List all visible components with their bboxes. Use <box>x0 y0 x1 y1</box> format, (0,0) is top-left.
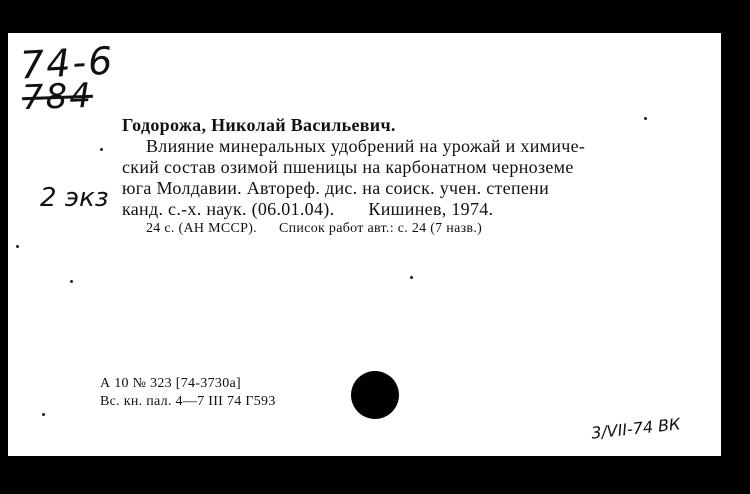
shelf-mark-bottom: 784 <box>21 75 94 119</box>
degree-code: канд. с.-х. наук. (06.01.04). <box>122 199 335 219</box>
date-note: 3/VII-74 ВК <box>590 414 682 443</box>
pages-count: 24 с. (АН МССР). <box>146 221 257 236</box>
description-line-4 <box>122 199 493 220</box>
copies-note: 2 экз <box>40 183 109 213</box>
chamber-reference-line: Вс. кн. пал. 4—7 III 74 Г593 <box>100 394 276 409</box>
pages-line <box>146 221 482 237</box>
speck <box>644 117 647 120</box>
punch-hole <box>351 371 399 419</box>
speck <box>42 413 45 416</box>
description-line-3: юга Молдавии. Автореф. дис. на соиск. учен. степени <box>122 178 550 198</box>
city-year: Кишинев, 1974. <box>368 199 494 219</box>
works-list: Список работ авт.: с. 24 (7 назв.) <box>278 221 483 236</box>
catalog-card <box>8 33 721 456</box>
speck <box>410 276 413 279</box>
description-line-2: ский состав озимой пшеницы на карбонатном черноземе <box>122 157 574 177</box>
speck <box>16 245 19 248</box>
author-name: Годорожа, Николай Васильевич. <box>122 115 396 135</box>
speck <box>70 280 73 283</box>
description-line-1: Влияние минеральных удобрений на урожай и химиче- <box>146 136 586 156</box>
shelf-mark-top: 74-6 <box>18 38 116 88</box>
catalog-number-line: А 10 № 323 [74-3730а] <box>100 376 241 391</box>
speck <box>100 148 103 151</box>
